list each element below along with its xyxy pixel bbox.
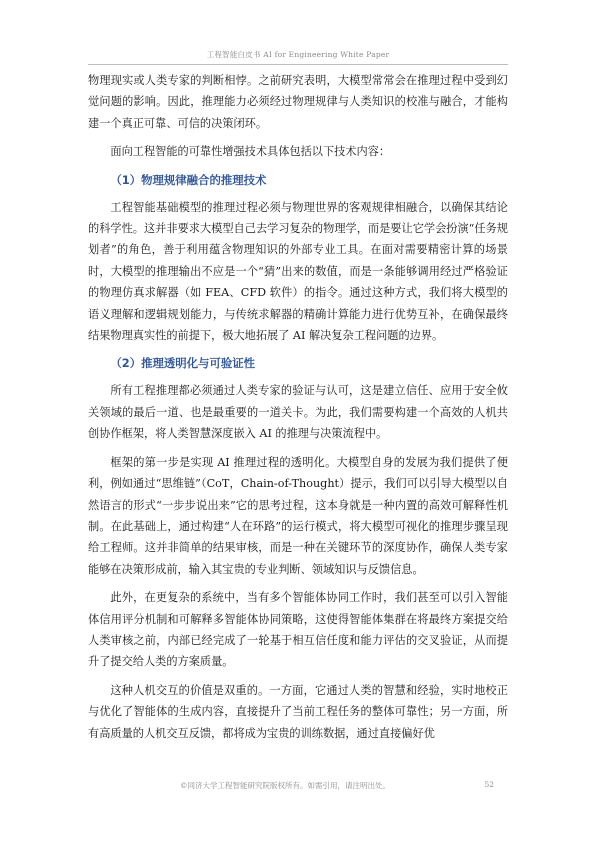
paragraph: 框架的第一步是实现 AI 推理过程的透明化。大模型自身的发展为我们提供了便利，例如通过“思维链”（CoT，Chain-of-Thought）提示，我们可以引导大模型以自然语言的形式“一步步说出来”它的思考过程，这本身就是一种内置的高效可解释性机制。在此基础上，通过构建“人在环路”的运行模式，将大模型可视化的推理步骤呈现给工程师。这并非简单的结果审核，而是一种在关键环节的深度协作，确保人类专家能够在决策形成前，输入其宝贵的专业判断、领域知识与反馈信息。 — [88, 455, 508, 576]
paragraph: 面向工程智能的可靠性增强技术具体包括以下技术内容： — [110, 145, 391, 159]
paragraph: 此外，在更复杂的系统中，当有多个智能体协同工作时，我们甚至可以引入智能体信用评分机制和可解释多智能体协同策略，这使得智能体集群在将最终方案提交给人类审核之前，内部已经完成了一轮基于相互信任度和能力评估的交叉验证，从而提升了提交给人类的方案质量。 — [88, 591, 508, 669]
paragraph: 所有工程推理都必须通过人类专家的验证与认可，这是建立信任、应用于安全攸关领域的最后一道、也是最重要的一道关卡。为此，我们需要构建一个高效的人机共创协作框架，将人类智慧深度嵌入 AI 的推理与决策流程中。 — [88, 384, 508, 441]
body-content — [88, 70, 508, 751]
header-divider — [88, 64, 508, 65]
running-header: 工程智能白皮书 AI for Engineering White Paper — [206, 50, 390, 59]
paragraph: 物理现实或人类专家的判断相悖。之前研究表明，大模型常常会在推理过程中受到幻觉问题的影响。因此，推理能力必须经过物理规律与人类知识的校准与融合，才能构建一个真正可靠、可信的决策闭环。 — [88, 74, 508, 130]
paragraph: 这种人机交互的价值是双重的。一方面，它通过人类的智慧和经验，实时地校正与优化了智能体的生成内容，直接提升了当前工程任务的整体可靠性；另一方面，所有高质量的人机交互反馈，都将成为宝贵的训练数据，通过直接偏好优 — [88, 683, 508, 740]
section-heading: （1）物理规律融合的推理技术 — [110, 172, 267, 187]
copyright-notice: ©同济大学工程智能研究院版权所有。如需引用，请注明出处。 — [180, 781, 390, 790]
paragraph: 工程智能基础模型的推理过程必须与物理世界的客观规律相融合，以确保其结论的科学性。这并非要求大模型自己去学习复杂的物理学，而是要让它学会扮演“任务规划者”的角色，善于利用蕴含物理知识的外部专业工具。在面对需要精密计算的场景时，大模型的推理输出不应是一个“猜”出来的数值，而是一条能够调用经过严格验证的物理仿真求解器（如 FEA、CFD 软件）的指令。通过这种方式，我们将大模型的语义理解和逻辑规划能力，与传统求解器的精确计算能力进行优势互补，在确保最终结果物理真实性的前提下，极大地拓展了 AI 解决复杂工程问题的边界。 — [88, 200, 508, 343]
page-number: 52 — [484, 780, 494, 789]
section-heading: （2）推理透明化与可验证性 — [110, 356, 256, 371]
